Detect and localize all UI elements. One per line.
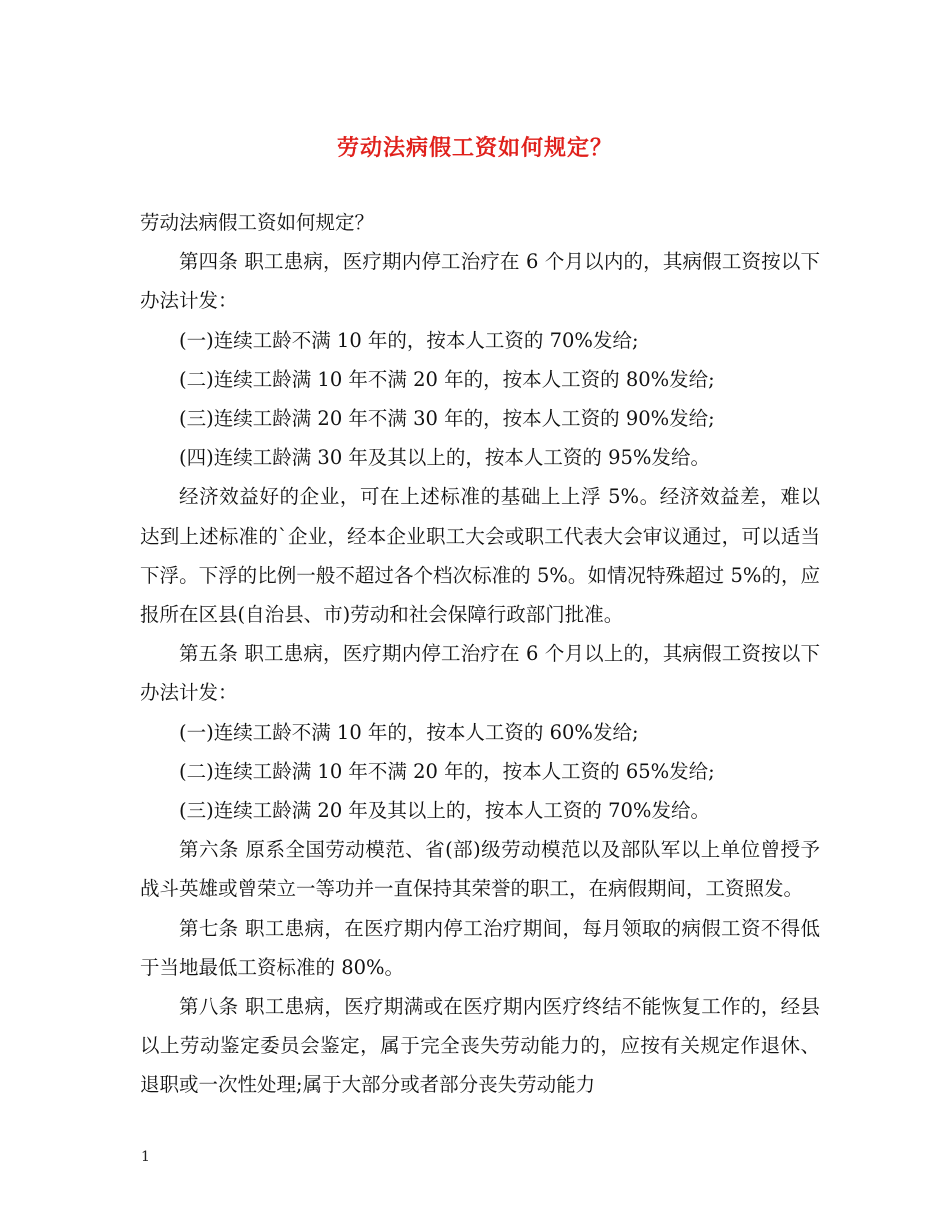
document-title: 劳动法病假工资如何规定？ <box>336 135 613 161</box>
paragraph: 第六条 原系全国劳动模范、省(部)级劳动模范以及部队军以上单位曾授予战斗英雄或曾荣立一等功并一直保持其荣誉的职工，在病假期间，工资照发。 <box>140 838 820 901</box>
paragraph: 第八条 职工患病，医疗期满或在医疗期内医疗终结不能恢复工作的，经县以上劳动鉴定委员会鉴定，属于完全丧失劳动能力的，应按有关规定作退休、退职或一次性处理;属于大部分或者部分丧失劳动能力 <box>140 995 820 1097</box>
paragraph: 经济效益好的企业，可在上述标准的基础上上浮 5%。经济效益差，难以达到上述标准的`企业，经本企业职工大会或职工代表大会审议通过，可以适当下浮。下浮的比例一般不超过各个档次标准的 5%。如情况特殊超过 5%的，应报所在区县(自治县、市)劳动和社会保障行政部门批准。 <box>140 485 820 627</box>
paragraph: (一)连续工龄不满 10 年的，按本人工资的 60%发给; <box>179 720 639 744</box>
document-body <box>140 203 820 1105</box>
paragraph: (二)连续工龄满 10 年不满 20 年的，按本人工资的 65%发给; <box>179 759 715 783</box>
page-number: 1 <box>141 1149 150 1165</box>
paragraph: (四)连续工龄满 30 年及其以上的，按本人工资的 95%发给。 <box>179 446 710 470</box>
paragraph: 第七条 职工患病，在医疗期内停工治疗期间，每月领取的病假工资不得低于当地最低工资标准的 80%。 <box>140 916 820 979</box>
paragraph: 第五条 职工患病，医疗期内停工治疗在 6 个月以上的，其病假工资按以下办法计发： <box>140 642 820 705</box>
paragraph: (三)连续工龄满 20 年及其以上的，按本人工资的 70%发给。 <box>179 799 710 823</box>
paragraph: 第四条 职工患病，医疗期内停工治疗在 6 个月以内的，其病假工资按以下办法计发： <box>140 250 820 313</box>
paragraph: 劳动法病假工资如何规定？ <box>140 211 375 234</box>
paragraph: (二)连续工龄满 10 年不满 20 年的，按本人工资的 80%发给; <box>179 367 715 391</box>
paragraph: (一)连续工龄不满 10 年的，按本人工资的 70%发给; <box>179 328 639 352</box>
paragraph: (三)连续工龄满 20 年不满 30 年的，按本人工资的 90%发给; <box>179 407 715 431</box>
